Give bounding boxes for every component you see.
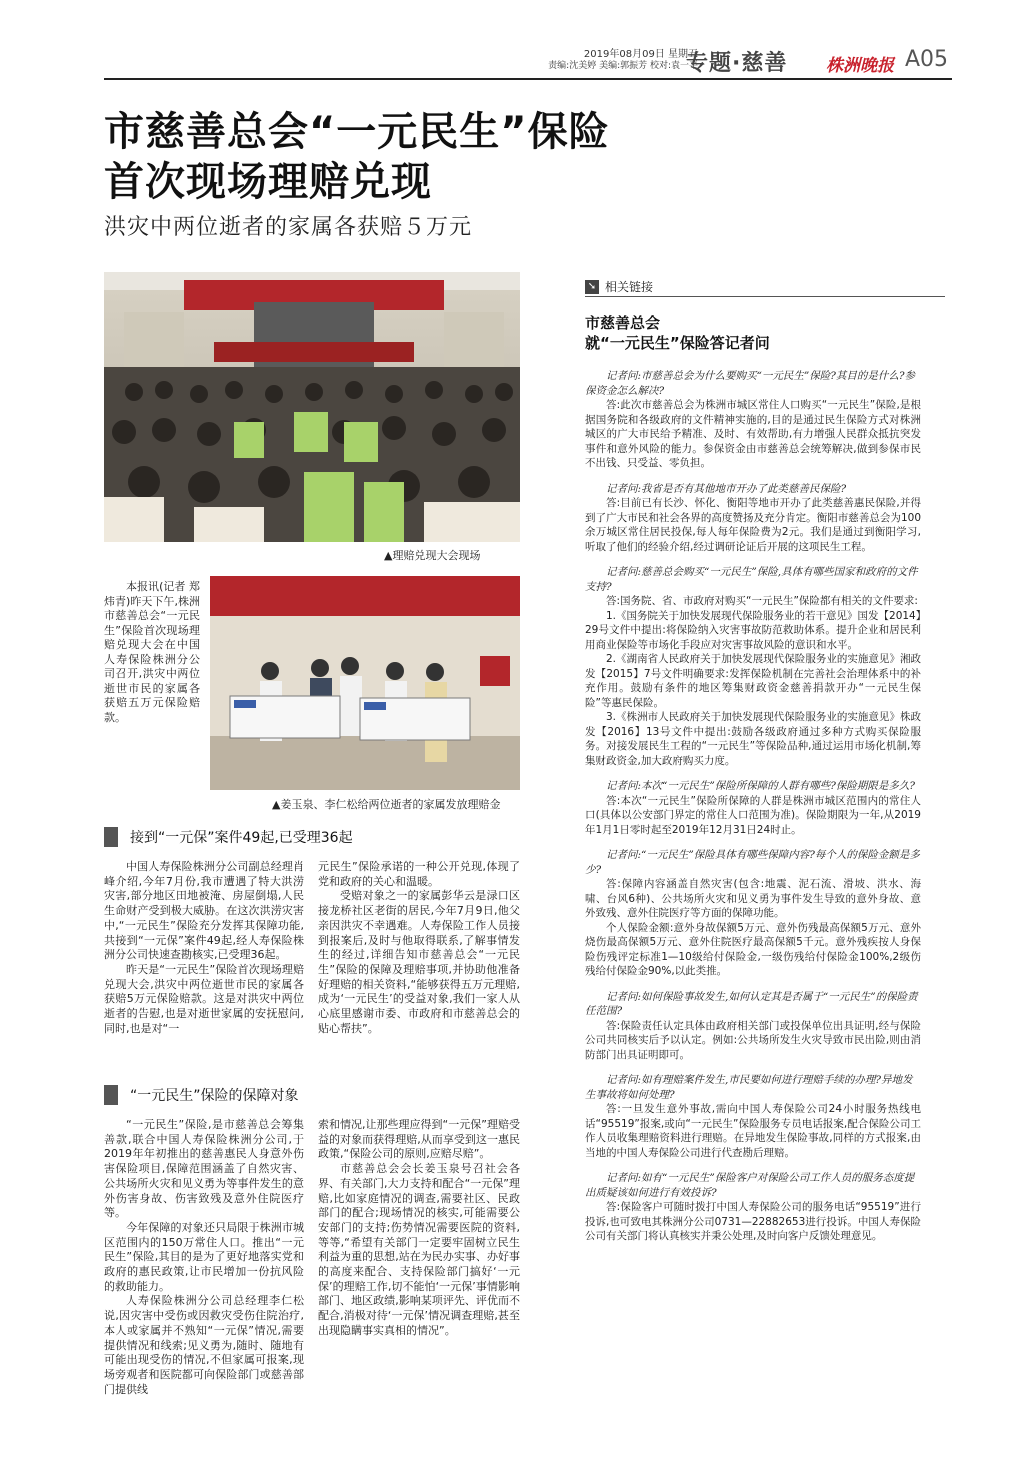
- related-links-tag: [585, 278, 653, 295]
- paragraph: 受赔对象之一的家属彭华云是渌口区接龙桥社区老街的居民,今年7月9日,他父亲因洪灾不幸遇难。人寿保险工作人员接到报案后,及时与他取得联系,了解事情发生的经过,详细告知市慈善总会“一元民生”保险的保障及理赔事项,并协助他准备好理赔的相关资料,“能够获得五万元理赔,成为‘一元民生’的受益对象,我们一家人从心底里感谢市委、市政府和市慈善总会的贴心帮扶”。: [318, 889, 520, 1035]
- paragraph: 索和情况,让那些理应得到“一元保”理赔受益的对象而获得理赔,从而享受到这一惠民政策,“保险公司的原则,应赔尽赔”。: [318, 1118, 520, 1161]
- section-1-column-1: [104, 860, 304, 1036]
- qa-answer: 答:国务院、省、市政府对购买“一元民生”保险都有相关的文件要求:: [606, 595, 918, 607]
- qa-answer: 答:保障内容涵盖自然灾害(包含:地震、泥石流、滑坡、洪水、海啸、台风6种)、公共场所火灾和见义勇为事件发生导致的意外身故、意外致残、意外住院医疗等方面的保障功能。: [585, 878, 921, 919]
- section-heading-coverage-text: “一元民生”保险的保障对象: [130, 1088, 299, 1104]
- subheadline: 洪灾中两位逝者的家属各获赔５万元: [104, 215, 473, 240]
- sidebar-title-1: 市慈善总会: [585, 314, 661, 332]
- section-2-column-2: [318, 1118, 520, 1339]
- photo-conference-hall: [104, 272, 520, 542]
- editor-line: 责编:沈美婷 美编:郭振芳 校对:袁一平: [548, 61, 698, 71]
- qa-answer: 3.《株洲市人民政府关于加快发展现代保险服务业的实施意见》株政发【2016】13号文件中提出:鼓励各级政府通过多种方式购买保险服务。对接发展民生工程的“一元民生”等保险品种,通过运用市场化机制,筹集财政资金,加大政府购买力度。: [585, 711, 921, 767]
- photo-conference-hall-graphic: [104, 272, 520, 542]
- qa-item: [585, 565, 921, 768]
- qa-question: 记者问:如有“一元民生”保险客户对保险公司工作人员的服务态度提出质疑该如何进行有效投诉?: [585, 1172, 915, 1199]
- qa-item: [585, 990, 921, 1063]
- page-number: A05: [905, 47, 949, 72]
- qa-answer: 1.《国务院关于加快发展现代保险服务业的若干意见》国发【2014】29号文件中提出:将保险纳入灾害事故防范救助体系。提升企业和居民利用商业保险等市场化手段应对灾害事故风险的意识和水平。: [585, 609, 921, 651]
- qa-question: 记者问:本次“一元民生”保险所保障的人群有哪些?保险期限是多久?: [606, 780, 916, 792]
- qa-question: 记者问:如有理赔案件发生,市民要如何进行理赔手续的办理?异地发生事故将如何处理?: [585, 1074, 913, 1101]
- section-2-column-1: [104, 1118, 304, 1397]
- sidebar-rule: [585, 296, 945, 297]
- paragraph: 昨天是“一元民生”保险首次现场理赔兑现大会,洪灾中两位逝世市民的家属各获赔5万元保险赔款。这是对洪灾中两位逝者的告慰,也是对逝世家属的安抚慰问,同时,也是对“一: [104, 962, 304, 1035]
- qa-answer: 答:保险责任认定具体由政府相关部门或投保单位出具证明,经与保险公司共同核实后予以认定。例如:公共场所发生火灾导致市民出险,则由消防部门出具证明即可。: [585, 1019, 921, 1061]
- qa-answer: 答:一旦发生意外事故,需向中国人寿保险公司24小时服务热线电话“95519”报案,或向“一元民生”保险服务专员电话报案,配合保险公司工作人员收集理赔资料进行理赔。在异地发生保险事故,同样的方式报案,由当地的中国人寿保险公司进行代查勘后理赔。: [585, 1103, 921, 1159]
- qa-question: 记者问:市慈善总会为什么要购买“一元民生”保险?其目的是什么?参保资金怎么解决?: [585, 370, 916, 397]
- paragraph: 人寿保险株洲分公司总经理李仁松说,因灾害中受伤或因救灾受伤住院治疗,本人或家属并不熟知“一元保”情况,需要提供情况和线索;见义勇为,随时、随地有可能出现受伤的情况,不但家属可报案,现场旁观者和医院都可向保险部门或慈善部门提供线: [104, 1294, 304, 1396]
- qa-item: [585, 1073, 921, 1160]
- arrow-icon: ➘: [585, 280, 599, 294]
- section-heading-bar: [104, 1085, 118, 1105]
- qa-item: [585, 482, 921, 555]
- section-topic: 专题·慈善: [686, 51, 788, 76]
- paragraph: 今年保障的对象还只局限于株洲市城区范围内的150万常住人口。推出“一元民生”保险,其目的是为了更好地落实党和政府的惠民政策,让市民增加一份抗风险的救助能力。: [104, 1220, 304, 1293]
- header-rule: [104, 78, 952, 80]
- section-1-column-2: [318, 860, 520, 1036]
- paragraph: 中国人寿保险株洲分公司副总经理肖峰介绍,今年7月份,我市遭遇了特大洪涝灾害,部分地区田地被淹、房屋倒塌,人民生命财产受到极大威胁。在这次洪涝灾害中,“一元民生”保险充分发挥其保障功能,共接到“一元保”案件49起,经人寿保险株洲分公司快速查勘核实,已受理36起。: [104, 860, 304, 962]
- issue-date: 2019年08月09日 星期五: [583, 49, 698, 60]
- sidebar-title-2: 就“一元民生”保险答记者问: [585, 334, 770, 352]
- qa-item: [585, 848, 921, 979]
- qa-answer: 答:本次“一元民生”保险所保障的人群是株洲市城区范围内的常住人口(具体以公安部门界定的常住人口范围为准)。保险期限为一年,从2019年1月1日零时起至2019年12月31日24时止。: [585, 794, 921, 836]
- section-heading-bar: [104, 827, 118, 847]
- section-heading-cases-text: 接到“一元保”案件49起,已受理36起: [130, 830, 353, 846]
- newspaper-logo: 株洲晚报: [826, 56, 894, 76]
- qa-item: [585, 369, 921, 471]
- photo-award-ceremony: [210, 576, 520, 790]
- qa-answer: 答:保险客户可随时拨打中国人寿保险公司的服务电话“95519”进行投诉,也可致电其株洲分公司0731—22882653进行投诉。中国人寿保险公司有关部门将认真核实并秉公处理,及时向客户反馈处理意见。: [585, 1201, 921, 1242]
- photo-2-caption: ▲姜玉泉、李仁松给两位逝者的家属发放理赔金: [272, 798, 501, 811]
- qa-item: [585, 779, 921, 837]
- paragraph: 市慈善总会会长姜玉泉号召社会各界、有关部门,大力支持和配合“一元保”理赔,比如家庭情况的调查,需要社区、民政部门的配合;现场情况的核实,可能需要公安部门的支持;伤势情况需要医院的资料,等等,“希望有关部门一定要牢固树立民生利益为重的思想,站在为民办实事、办好事的高度来配合、支持保险部门搞好‘一元保’的理赔工作,切不能怕‘一元保’事情影响部门、地区政绩,影响某项评先、评优而不配合,消极对待‘一元保’情况调查理赔,甚至出现隐瞒事实真相的情况”。: [318, 1162, 520, 1337]
- qa-answer: 个人保险金额:意外身故保额5万元、意外伤残最高保额5万元、意外烧伤最高保额5万元、意外住院医疗最高保额5千元。意外残疾按人身保险伤残评定标准1—10级给付保险金,一级伤残给付保险金100%,2级伤残给付保险金90%,以此类推。: [585, 921, 921, 977]
- lead-paragraph: 本报讯(记者 郑炜青)昨天下午,株洲市慈善总会“一元民生”保险首次现场理赔兑现大会在中国人寿保险株洲分公司召开,洪灾中两位逝世市民的家属各获赔五万元保险赔款。: [104, 580, 200, 724]
- paragraph: “一元民生”保险,是市慈善总会筹集善款,联合中国人寿保险株洲分公司,于2019年年初推出的慈善惠民人身意外伤害保险项目,保障范围涵盖了自然灾害、公共场所火灾和见义勇为等事件发生的意外伤害身故、伤害致残及意外住院医疗等。: [104, 1118, 304, 1220]
- photo-1-caption: ▲理赔兑现大会现场: [384, 549, 481, 562]
- section-heading-coverage: [104, 1084, 520, 1106]
- headline-line-1: 市慈善总会“一元民生”保险: [104, 109, 610, 155]
- headline-line-2: 首次现场理赔兑现: [104, 159, 432, 205]
- qa-question: 记者问:如何保险事故发生,如何认定其是否属于“一元民生”的保险责任范围?: [585, 990, 918, 1017]
- qa-question: 记者问:“一元民生”保险具体有哪些保障内容?每个人的保险金额是多少?: [585, 849, 920, 876]
- photo-award-ceremony-graphic: [210, 576, 520, 790]
- qa-answer: 答:目前已有长沙、怀化、衡阳等地市开办了此类慈善惠民保险,并得到了广大市民和社会各界的高度赞扬及充分肯定。衡阳市慈善总会为100余万城区常住居民投保,每人每年保险费为2元。我们是通过到衡阳学习,听取了他们的经验介绍,经过调研论证后开展的这项民生工程。: [585, 497, 921, 553]
- lead-paragraph-box: [104, 580, 200, 725]
- qa-question: 记者问:我省是否有其他地市开办了此类慈善民保险?: [606, 482, 847, 495]
- qa-list: [585, 369, 921, 1244]
- qa-answer: 2.《湖南省人民政府关于加快发展现代保险服务业的实施意见》湘政发【2015】7号文件明确要求:发挥保险机制在完善社会治理体系中的补充作用。鼓励有条件的地区筹集财政资金慈善捐款开办“一元民生保险”等惠民保险。: [585, 653, 921, 709]
- paragraph: 元民生”保险承诺的一种公开兑现,体现了党和政府的关心和温暖。: [318, 860, 520, 888]
- qa-question: 记者问:慈善总会购买“一元民生”保险,具体有哪些国家和政府的文件支持?: [585, 566, 918, 593]
- section-heading-cases: [104, 826, 520, 848]
- qa-answer: 答:此次市慈善总会为株洲市城区常住人口购买“一元民生”保险,是根据国务院和各级政府的文件精神实施的,目的是通过民生保险方式对株洲城区的广大市民给予精准、及时、有效帮助,有力增强人民群众抵抗突发事件和意外风险的能力。参保资金由市慈善总会统筹解决,做到参保市民不出钱、只受益、零负担。: [585, 399, 921, 469]
- qa-item: [585, 1171, 921, 1244]
- related-links-label: 相关链接: [605, 280, 654, 294]
